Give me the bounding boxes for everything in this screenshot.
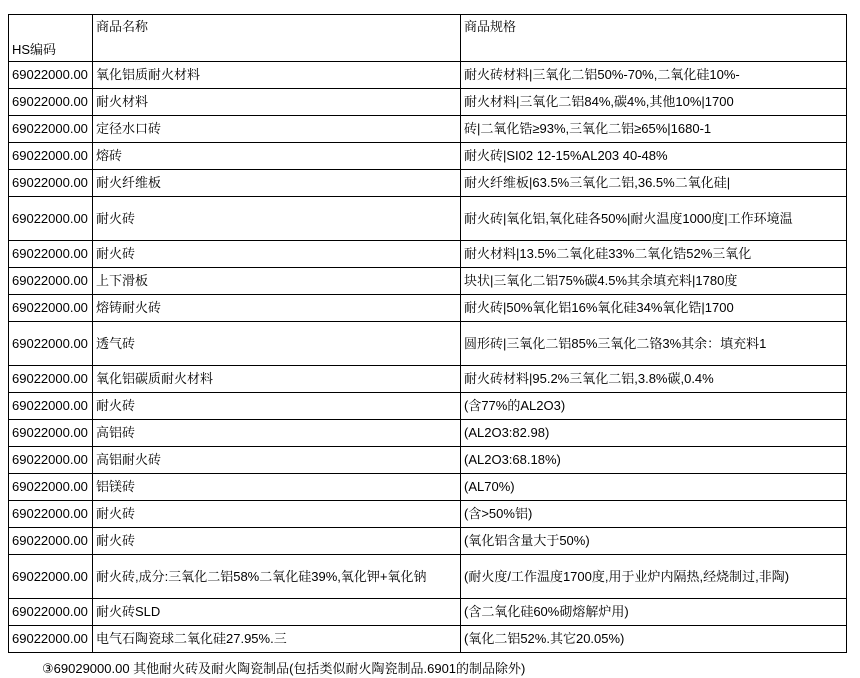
goods-table	[8, 14, 847, 653]
cell-product-spec: 耐火砖材料|三氧化二铝50%-70%,二氧化硅10%-	[461, 62, 847, 89]
cell-product-spec: 耐火砖|50%氧化铝16%氧化硅34%氧化锆|1700	[461, 295, 847, 322]
table-row	[9, 555, 847, 599]
cell-product-spec: 耐火砖材料|95.2%三氧化二铝,3.8%碳,0.4%	[461, 366, 847, 393]
cell-hs-code: 69022000.00	[9, 268, 93, 295]
cell-hs-code: 69022000.00	[9, 626, 93, 653]
cell-hs-code: 69022000.00	[9, 501, 93, 528]
cell-hs-code: 69022000.00	[9, 555, 93, 599]
cell-product-name: 耐火砖	[93, 528, 461, 555]
table-row	[9, 143, 847, 170]
cell-product-name: 氧化铝碳质耐火材料	[93, 366, 461, 393]
cell-product-name: 耐火纤维板	[93, 170, 461, 197]
cell-product-name: 高铝耐火砖	[93, 447, 461, 474]
cell-product-name: 电气石陶瓷球二氧化硅27.95%.三	[93, 626, 461, 653]
cell-hs-code: 69022000.00	[9, 170, 93, 197]
table-row	[9, 241, 847, 268]
table-row	[9, 528, 847, 555]
table-row	[9, 116, 847, 143]
cell-product-name: 耐火砖SLD	[93, 599, 461, 626]
cell-hs-code: 69022000.00	[9, 447, 93, 474]
cell-product-name: 耐火材料	[93, 89, 461, 116]
cell-product-spec: 耐火纤维板|63.5%三氧化二铝,36.5%二氧化硅|	[461, 170, 847, 197]
table-row	[9, 599, 847, 626]
cell-product-name: 氧化铝质耐火材料	[93, 62, 461, 89]
table-row	[9, 626, 847, 653]
table-row	[9, 393, 847, 420]
table-row	[9, 322, 847, 366]
cell-hs-code: 69022000.00	[9, 197, 93, 241]
cell-product-spec: (AL2O3:68.18%)	[461, 447, 847, 474]
cell-product-spec: 耐火材料|三氧化二铝84%,碳4%,其他10%|1700	[461, 89, 847, 116]
cell-product-name: 熔砖	[93, 143, 461, 170]
cell-product-spec: 砖|二氧化锆≥93%,三氧化二铝≥65%|1680-1	[461, 116, 847, 143]
cell-hs-code: 69022000.00	[9, 89, 93, 116]
cell-product-name: 耐火砖	[93, 197, 461, 241]
cell-product-name: 耐火砖	[93, 501, 461, 528]
footnote: ③69029000.00 其他耐火砖及耐火陶瓷制品(包括类似耐火陶瓷制品.6901的制品除外)	[42, 661, 526, 676]
cell-product-spec: (氧化二铝52%.其它20.05%)	[461, 626, 847, 653]
table-row	[9, 197, 847, 241]
table-row	[9, 366, 847, 393]
column-header-code: HS编码	[9, 15, 93, 62]
top-spacer	[8, 6, 852, 12]
cell-hs-code: 69022000.00	[9, 143, 93, 170]
cell-product-spec: 块状|三氧化二铝75%碳4.5%其余填充料|1780度	[461, 268, 847, 295]
table-header	[9, 15, 847, 62]
cell-product-name: 熔铸耐火砖	[93, 295, 461, 322]
cell-product-name: 耐火砖,成分:三氧化二铝58%二氧化硅39%,氧化钾+氧化钠	[93, 555, 461, 599]
cell-product-name: 耐火砖	[93, 241, 461, 268]
column-header-name: 商品名称	[93, 15, 461, 62]
cell-hs-code: 69022000.00	[9, 474, 93, 501]
cell-hs-code: 69022000.00	[9, 116, 93, 143]
table-row	[9, 474, 847, 501]
cell-product-name: 定径水口砖	[93, 116, 461, 143]
cell-hs-code: 69022000.00	[9, 322, 93, 366]
table-row	[9, 62, 847, 89]
cell-product-spec: (耐火度/工作温度1700度,用于业炉内隔热,经烧制过,非陶)	[461, 555, 847, 599]
cell-product-name: 上下滑板	[93, 268, 461, 295]
header-row	[9, 15, 847, 62]
cell-hs-code: 69022000.00	[9, 393, 93, 420]
cell-product-spec: (AL70%)	[461, 474, 847, 501]
cell-product-spec: 圆形砖|三氧化二铝85%三氧化二铬3%其余：填充料1	[461, 322, 847, 366]
cell-hs-code: 69022000.00	[9, 241, 93, 268]
cell-hs-code: 69022000.00	[9, 295, 93, 322]
table-row	[9, 447, 847, 474]
table-row	[9, 420, 847, 447]
table-row	[9, 89, 847, 116]
column-header-spec: 商品规格	[461, 15, 847, 62]
table-row	[9, 268, 847, 295]
cell-hs-code: 69022000.00	[9, 366, 93, 393]
table-row	[9, 170, 847, 197]
cell-hs-code: 69022000.00	[9, 599, 93, 626]
cell-product-name: 透气砖	[93, 322, 461, 366]
cell-product-name: 高铝砖	[93, 420, 461, 447]
cell-product-name: 铝镁砖	[93, 474, 461, 501]
table-row	[9, 295, 847, 322]
cell-hs-code: 69022000.00	[9, 420, 93, 447]
table-body	[9, 62, 847, 653]
cell-product-spec: (AL2O3:82.98)	[461, 420, 847, 447]
cell-hs-code: 69022000.00	[9, 528, 93, 555]
cell-product-spec: (含二氧化硅60%砌熔解炉用)	[461, 599, 847, 626]
cell-product-spec: (氧化铝含量大于50%)	[461, 528, 847, 555]
cell-product-spec: 耐火砖|SI02 12-15%AL203 40-48%	[461, 143, 847, 170]
cell-product-spec: (含77%的AL2O3)	[461, 393, 847, 420]
cell-product-spec: 耐火砖|氧化铝,氧化硅各50%|耐火温度1000度|工作环境温	[461, 197, 847, 241]
table-row	[9, 501, 847, 528]
cell-product-name: 耐火砖	[93, 393, 461, 420]
cell-product-spec: (含>50%铝)	[461, 501, 847, 528]
cell-hs-code: 69022000.00	[9, 62, 93, 89]
cell-product-spec: 耐火材料|13.5%二氧化硅33%二氧化锆52%三氧化	[461, 241, 847, 268]
